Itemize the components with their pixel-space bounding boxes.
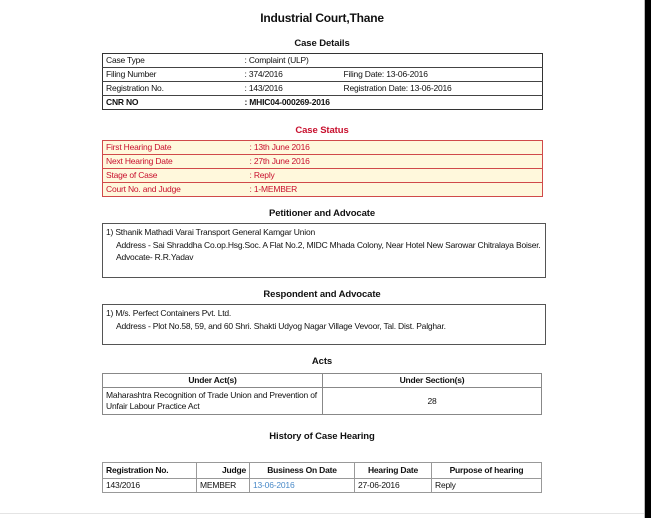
acts-header-row bbox=[103, 374, 542, 388]
case-type-value: : Complaint (ULP) bbox=[244, 55, 309, 65]
act-name: Maharashtra Recognition of Trade Union and Prevention of Unfair Labour Practice Act bbox=[103, 388, 323, 415]
under-acts-header: Under Act(s) bbox=[103, 374, 323, 388]
next-hearing-label: Next Hearing Date bbox=[103, 155, 247, 169]
history-header-row bbox=[103, 463, 542, 479]
case-details-heading: Case Details bbox=[294, 38, 350, 49]
registration-value: : 143/2016 bbox=[242, 82, 341, 96]
history-registration-no: 143/2016 bbox=[103, 479, 197, 493]
window-edge-bar bbox=[644, 0, 651, 518]
hearing-date-header: Hearing Date bbox=[355, 463, 432, 479]
history-table bbox=[102, 462, 542, 493]
acts-table bbox=[102, 373, 542, 415]
case-type-row bbox=[103, 54, 543, 68]
petitioner-box bbox=[102, 223, 546, 278]
cnr-value: : MHIC04-000269-2016 bbox=[242, 96, 543, 110]
business-on-date-link[interactable]: 13-06-2016 bbox=[253, 480, 295, 490]
petitioner-heading: Petitioner and Advocate bbox=[268, 208, 376, 219]
next-hearing-value: : 27th June 2016 bbox=[247, 155, 543, 169]
case-type-extra bbox=[341, 54, 543, 68]
filing-number-value: : 374/2016 bbox=[242, 68, 341, 82]
registration-date: Registration Date: 13-06-2016 bbox=[341, 82, 543, 96]
case-details-table bbox=[102, 53, 543, 110]
next-hearing-row bbox=[103, 155, 543, 169]
stage-value: : Reply bbox=[247, 169, 543, 183]
judge-header: Judge bbox=[197, 463, 250, 479]
filing-date: Filing Date: 13-06-2016 bbox=[341, 68, 543, 82]
cnr-label: CNR NO bbox=[103, 96, 242, 110]
registration-row bbox=[103, 82, 543, 96]
history-row bbox=[103, 479, 542, 493]
first-hearing-value: : 13th June 2016 bbox=[249, 142, 310, 152]
first-hearing-label: First Hearing Date bbox=[106, 142, 172, 152]
court-judge-value: : 1-MEMBER bbox=[247, 183, 543, 197]
under-sections-header: Under Section(s) bbox=[323, 374, 542, 388]
petitioner-address: Address - Sai Shraddha Co.op.Hsg.Soc. A Flat No.2, MIDC Mhada Colony, Near Hotel New Sarowar Chitralaya Boiser. bbox=[116, 239, 541, 250]
acts-heading: Acts bbox=[311, 356, 333, 367]
business-on-date-header: Business On Date bbox=[250, 463, 355, 479]
filing-number-label: Filing Number bbox=[103, 68, 242, 82]
history-heading: History of Case Hearing bbox=[269, 431, 375, 442]
respondent-heading: Respondent and Advocate bbox=[263, 289, 381, 300]
case-type-label: Case Type bbox=[106, 55, 145, 65]
filing-number-row bbox=[103, 68, 543, 82]
act-section: 28 bbox=[323, 388, 542, 415]
court-judge-label: Court No. and Judge bbox=[103, 183, 247, 197]
respondent-address: Address - Plot No.58, 59, and 60 Shri. Shakti Udyog Nagar Village Vevoor, Tal. Dist. Palghar. bbox=[116, 320, 446, 331]
purpose-header: Purpose of hearing bbox=[432, 463, 542, 479]
respondent-name: 1) M/s. Perfect Containers Pvt. Ltd. bbox=[106, 308, 232, 318]
cnr-row bbox=[103, 96, 543, 110]
case-status-heading: Case Status bbox=[295, 125, 349, 136]
history-business-date-cell bbox=[250, 479, 355, 493]
petitioner-name: 1) Sthanik Mathadi Varai Transport General Kamgar Union bbox=[106, 227, 316, 237]
court-title: Industrial Court,Thane bbox=[260, 11, 384, 25]
registration-label: Registration No. bbox=[103, 82, 242, 96]
registration-no-header: Registration No. bbox=[103, 463, 197, 479]
stage-row bbox=[103, 169, 543, 183]
history-purpose: Reply bbox=[432, 479, 542, 493]
stage-label: Stage of Case bbox=[103, 169, 247, 183]
first-hearing-row bbox=[103, 141, 543, 155]
petitioner-advocate: Advocate- R.R.Yadav bbox=[116, 252, 194, 262]
history-hearing-date: 27-06-2016 bbox=[355, 479, 432, 493]
court-judge-row bbox=[103, 183, 543, 197]
acts-row bbox=[103, 388, 542, 415]
respondent-box bbox=[102, 304, 546, 345]
history-judge: MEMBER bbox=[197, 479, 250, 493]
case-status-table bbox=[102, 140, 543, 197]
